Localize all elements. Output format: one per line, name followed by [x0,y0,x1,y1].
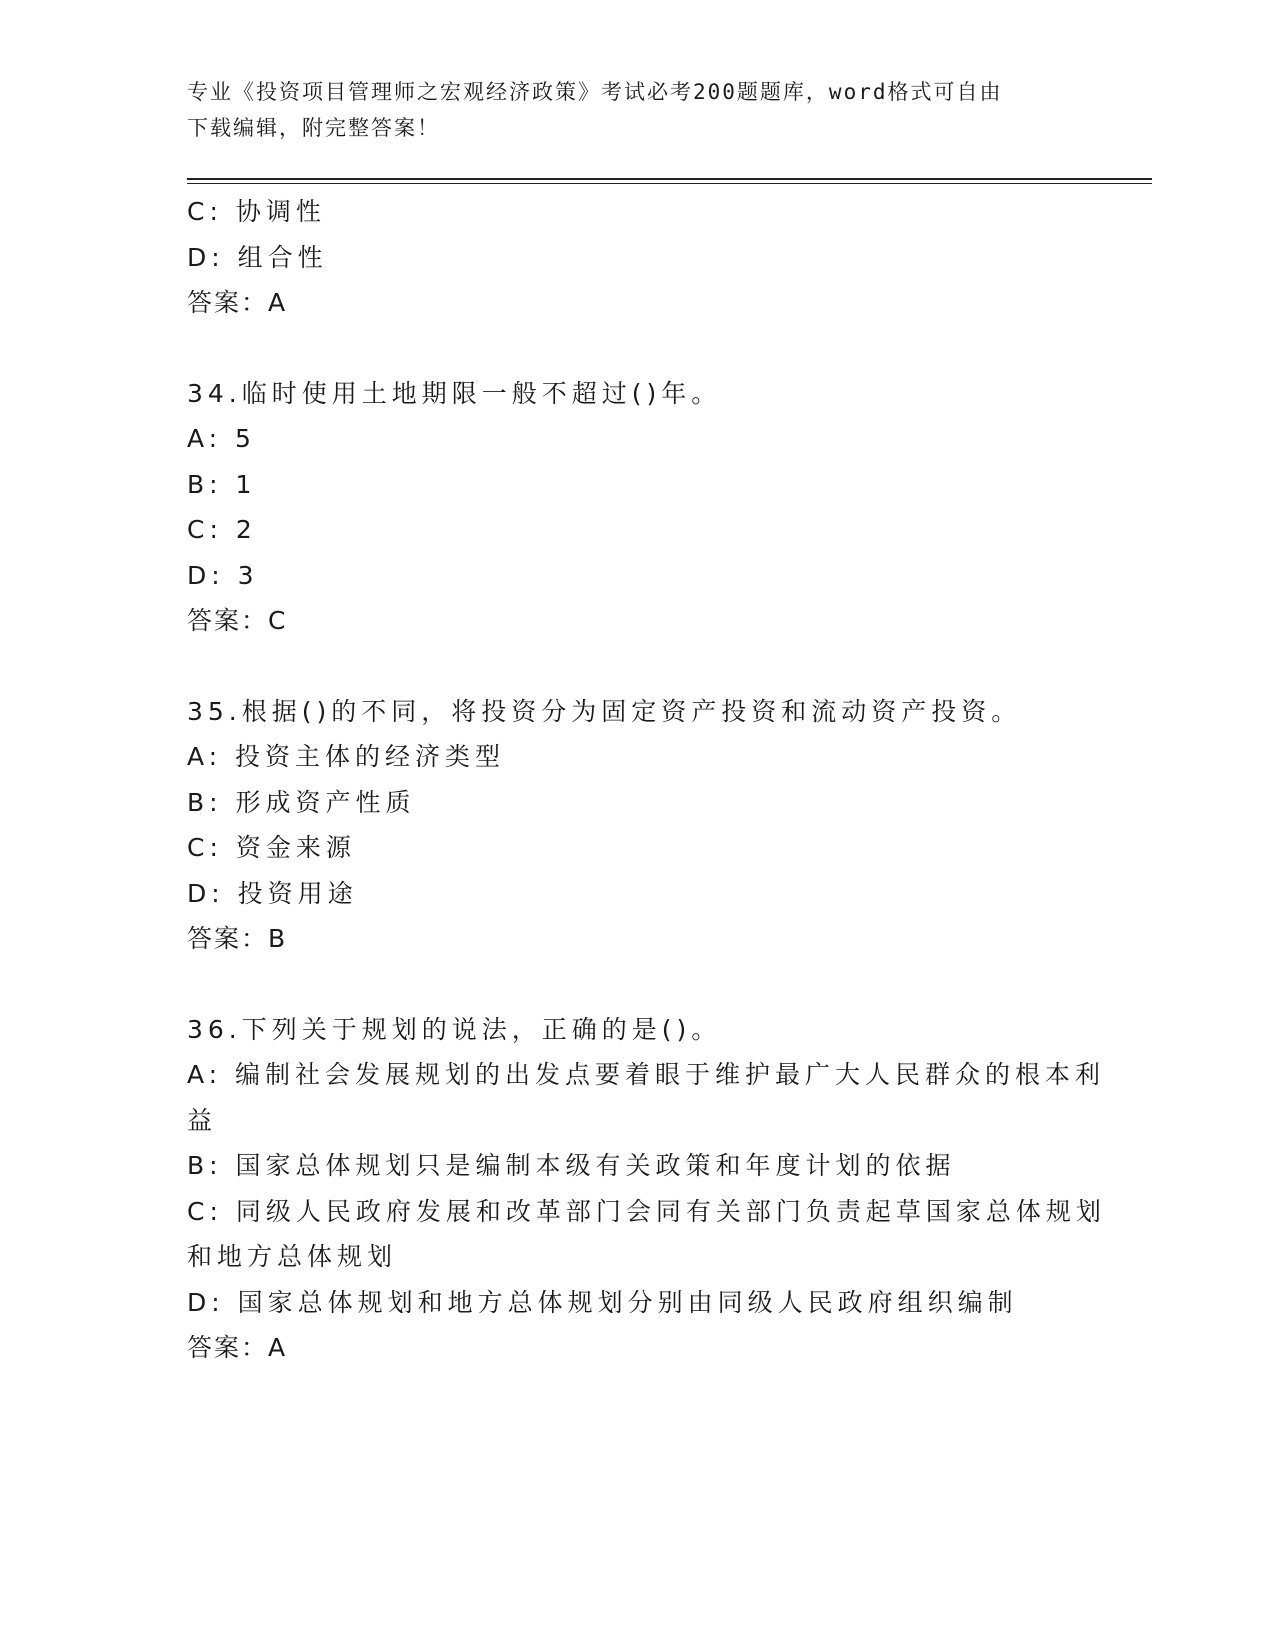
option-a-continued: 益 [187,1105,218,1135]
question-stem: 34.临时使用土地期限一般不超过()年。 [187,378,722,408]
question-stem: 36.下列关于规划的说法，正确的是()。 [187,1014,722,1044]
answer: 答案：A [187,1333,288,1362]
question-35 [187,689,1087,962]
spacer [187,962,1087,1007]
option-a: A: 编制社会发展规划的出发点要着眼于维护最广大人民群众的根本利 [187,1060,1106,1089]
option-d: D: 3 [187,560,259,590]
header-rule-thick [187,178,1152,180]
answer: 答案：B [187,924,288,953]
question-stem: 35.根据()的不同，将投资分为固定资产投资和流动资产投资。 [187,696,1022,726]
question-36 [187,1007,1106,1371]
question-33-tail [187,189,1087,326]
option-d: D: 国家总体规划和地方总体规划分别由同级人民政府组织编制 [187,1287,1018,1317]
option-a: A: 5 [187,424,256,453]
document-header [187,74,1067,146]
spacer [187,644,1087,689]
option-c: C: 资金来源 [187,833,356,862]
option-a: A: 投资主体的经济类型 [187,742,506,771]
header-line-1: 专业《投资项目管理师之宏观经济政策》考试必考200题题库，word格式可自由 [187,80,1003,104]
option-d: D: 组合性 [187,242,328,272]
header-rule-thin [187,183,1152,184]
option-b: B: 形成资产性质 [187,787,416,817]
answer: 答案：A [187,288,288,317]
option-b: B: 国家总体规划只是编制本级有关政策和年度计划的依据 [187,1151,956,1180]
option-c: C: 协调性 [187,197,326,226]
option-c-continued: 和地方总体规划 [187,1242,398,1271]
document-body [187,189,1106,1371]
question-34 [187,371,1087,644]
header-line-2: 下载编辑，附完整答案！ [187,116,440,140]
answer: 答案：C [187,606,288,635]
option-b: B: 1 [187,469,257,499]
spacer [187,326,1087,371]
option-c: C: 2 [187,515,257,544]
option-d: D: 投资用途 [187,878,358,908]
option-c: C: 同级人民政府发展和改革部门会同有关部门负责起草国家总体规划 [187,1196,1106,1226]
